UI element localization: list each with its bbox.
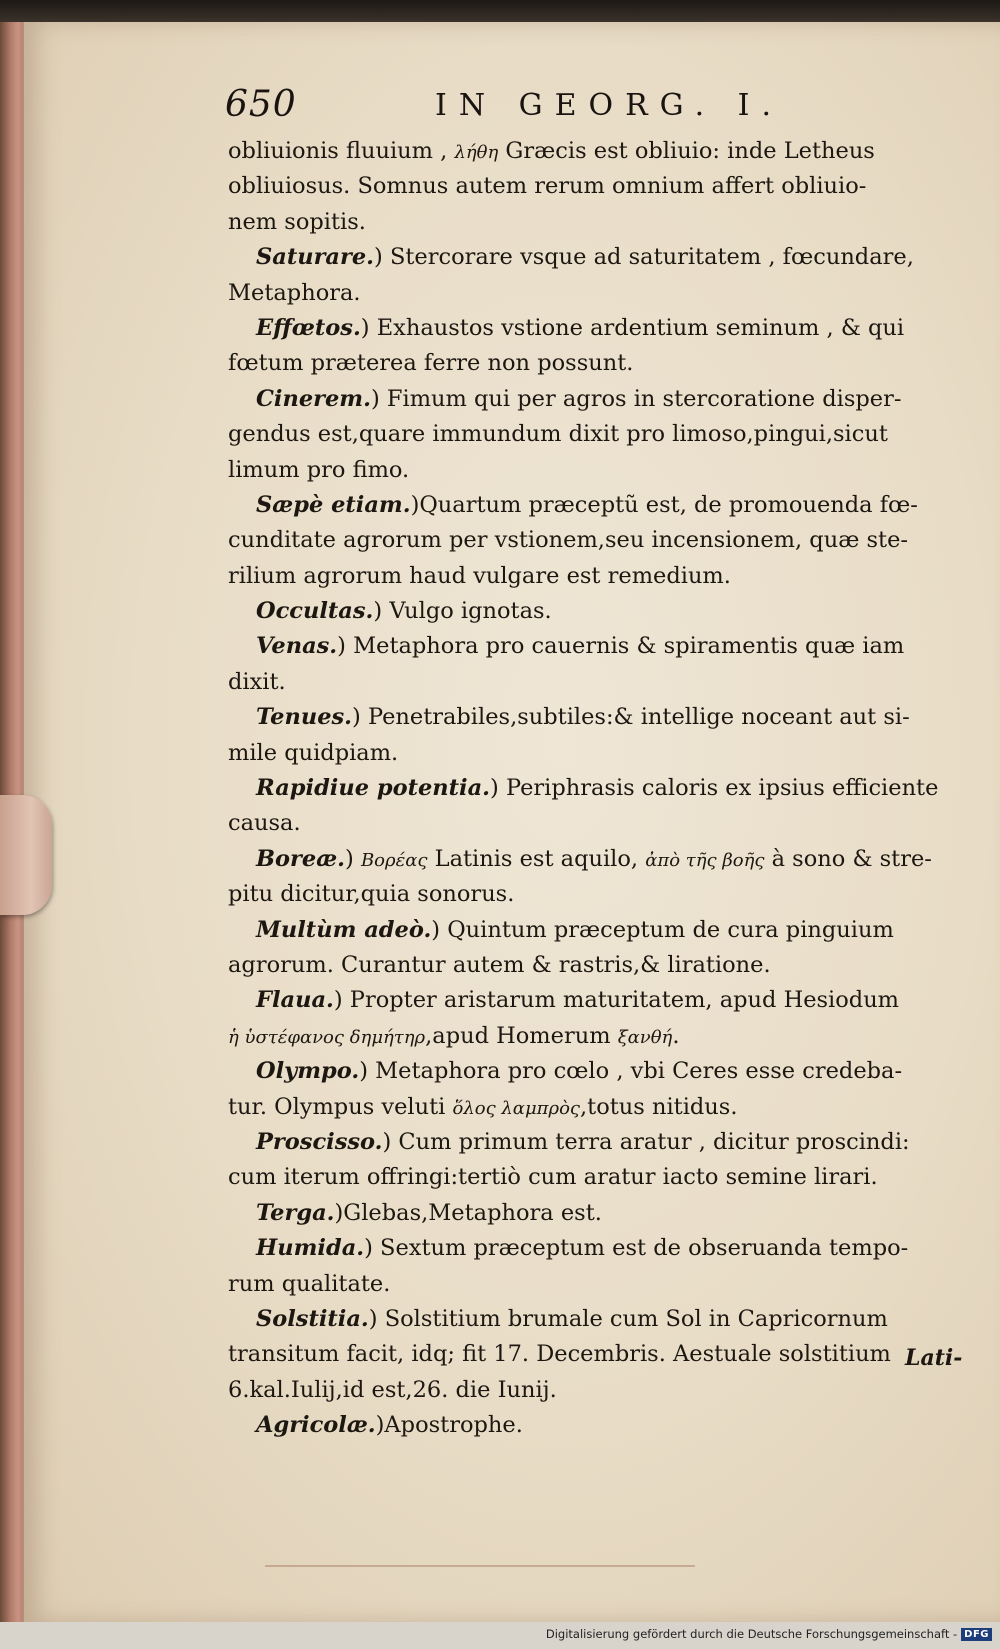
credit-text: Digitalisierung gefördert durch die Deutsche Forschungsgemeinschaft - [545,1627,958,1641]
text-line [228,205,948,240]
line-text: dixit. [228,668,286,695]
text-line [228,700,948,735]
paper-stain [265,1565,695,1567]
text-line [228,240,948,275]
line-text: ) Sextum præceptum est de obseruanda tempo- [364,1235,909,1262]
line-text: . [672,1022,680,1049]
page-header [225,84,945,130]
greek-word: ὅλος λαμπρὸς [452,1097,580,1119]
text-line [228,1302,948,1337]
line-text: transitum facit, idq; fit 17. Decembris. Aestuale solstitium [228,1341,891,1368]
text-line [228,806,948,841]
line-text: ) [345,845,361,872]
greek-word: λήθη [454,142,499,163]
text-line [228,169,948,204]
text-line [228,346,948,381]
text-line [228,948,948,983]
text-line [228,1054,948,1089]
lemma-word: Flaua. [256,987,334,1014]
line-text: rilium agrorum haud vulgare est remedium. [228,562,731,589]
lemma-word: Sæpè etiam. [256,491,411,518]
line-text: )Apostrophe. [375,1412,523,1439]
page-tab-marker [0,795,52,915]
line-text: limum pro fimo. [228,456,410,483]
line-text: agrorum. Curantur autem & rastris,& liratione. [228,951,771,978]
text-line [228,842,948,877]
lemma-word: Multùm adeò. [256,916,432,943]
greek-word: ἡ ὑστέφανος δημήτηρ [228,1026,426,1048]
line-text: ) Vulgo ignotas. [373,598,552,625]
text-line [228,523,948,558]
lemma-word: Boreæ. [256,845,345,872]
page-number: 650 [225,84,297,125]
line-text: obliuionis fluuium , [228,138,455,164]
text-line [228,488,948,523]
line-text: cum iterum offringi:tertiò cum aratur iacto semine lirari. [228,1164,878,1191]
text-line [228,1373,948,1408]
line-text: cunditate agrorum per vstionem,seu incensionem, quæ ste- [228,527,908,554]
line-text: pitu dicitur,quia sonorus. [228,881,515,908]
running-title: IN GEORG. I. [435,88,784,123]
lemma-word: Venas. [256,633,338,660]
lemma-word: Proscisso. [256,1128,383,1155]
scan-background-top [0,0,1000,22]
line-text: gendus est,quare immundum dixit pro limoso,pingui,sicut [228,421,888,448]
text-line [228,983,948,1018]
text-line [228,1160,948,1195]
line-text: ) Periphrasis caloris ex ipsius efficiente [490,775,939,802]
line-text: à sono & stre- [764,845,932,872]
line-text: ) Cum primum terra aratur , dicitur proscindi: [382,1128,910,1155]
line-text: mile quidpiam. [228,739,399,766]
line-text: nem sopitis. [228,208,366,235]
text-line [228,594,948,629]
text-line [228,559,948,594]
line-text: ,apud Homerum [425,1022,618,1049]
line-text: fœtum præterea ferre non possunt. [228,350,634,377]
text-line [228,1196,948,1231]
lemma-word: Rapidiue potentia. [256,775,491,802]
line-text: ) Stercorare vsque ad saturitatem , fœcundare, [374,244,914,271]
text-line [228,311,948,346]
lemma-word: Occultas. [256,598,374,625]
text-line [228,453,948,488]
greek-word: ξανθή [617,1026,673,1048]
lemma-word: Solstitia. [256,1305,369,1332]
line-text: causa. [228,810,301,837]
line-text: ) Quintum præceptum de cura pinguium [431,916,894,943]
lemma-word: Cinerem. [256,385,371,412]
lemma-word: Saturare. [256,244,375,271]
line-text: ) Solstitium brumale cum Sol in Capricornum [368,1305,888,1332]
text-line [228,1408,948,1443]
line-text: ) Propter aristarum maturitatem, apud Hesiodum [333,987,900,1014]
text-line [228,629,948,664]
lemma-word: Tenues. [256,704,353,731]
lemma-word: Agricolæ. [256,1412,376,1439]
text-line [228,1125,948,1160]
text-line [228,1337,948,1372]
line-text: rum qualitate. [228,1270,391,1297]
line-text: tur. Olympus veluti [228,1093,453,1120]
line-text: Græcis est obliuio: inde Letheus [498,138,875,164]
line-text: ) Metaphora pro cœlo , vbi Ceres esse credeba- [359,1058,903,1085]
digitization-credit [546,1627,992,1641]
text-line [228,382,948,417]
text-line [228,736,948,771]
text-line [228,417,948,452]
line-text: )Quartum præceptũ est, de promouenda fœ- [410,491,918,518]
text-line [228,1090,948,1125]
text-line [228,771,948,806]
text-line [228,1231,948,1266]
text-line [228,276,948,311]
text-line [228,1019,948,1054]
line-text: )Glebas,Metaphora est. [334,1199,602,1226]
greek-word: Βορέας [360,849,428,871]
text-line [228,913,948,948]
line-text: 6.kal.Iulij,id est,26. die Iunij. [228,1376,557,1403]
lemma-word: Effœtos. [256,314,361,341]
line-text: obliuiosus. Somnus autem rerum omnium affert obliuio- [228,173,867,200]
lemma-word: Humida. [256,1235,365,1262]
line-text: ) Penetrabiles,subtiles:& intellige noceant aut si- [352,704,910,731]
text-line [228,134,948,169]
lemma-word: Olympo. [256,1058,360,1085]
catchword: Lati- [905,1345,963,1371]
greek-word: ἀπὸ τῆς βοῆς [645,849,765,871]
commentary-text [228,134,948,1443]
dfg-logo: DFG [961,1628,992,1641]
line-text: ) Metaphora pro cauernis & spiramentis quæ iam [337,633,905,660]
text-line [228,665,948,700]
line-text: Latinis est aquilo, [427,845,646,872]
line-text: ) Exhaustos vstione ardentium seminum , & qui [360,314,905,341]
text-line [228,877,948,912]
line-text: ,totus nitidus. [580,1093,738,1120]
lemma-word: Terga. [256,1199,335,1226]
line-text: ) Fimum qui per agros in stercoratione disper- [370,385,902,412]
line-text: Metaphora. [228,279,361,306]
text-line [228,1267,948,1302]
